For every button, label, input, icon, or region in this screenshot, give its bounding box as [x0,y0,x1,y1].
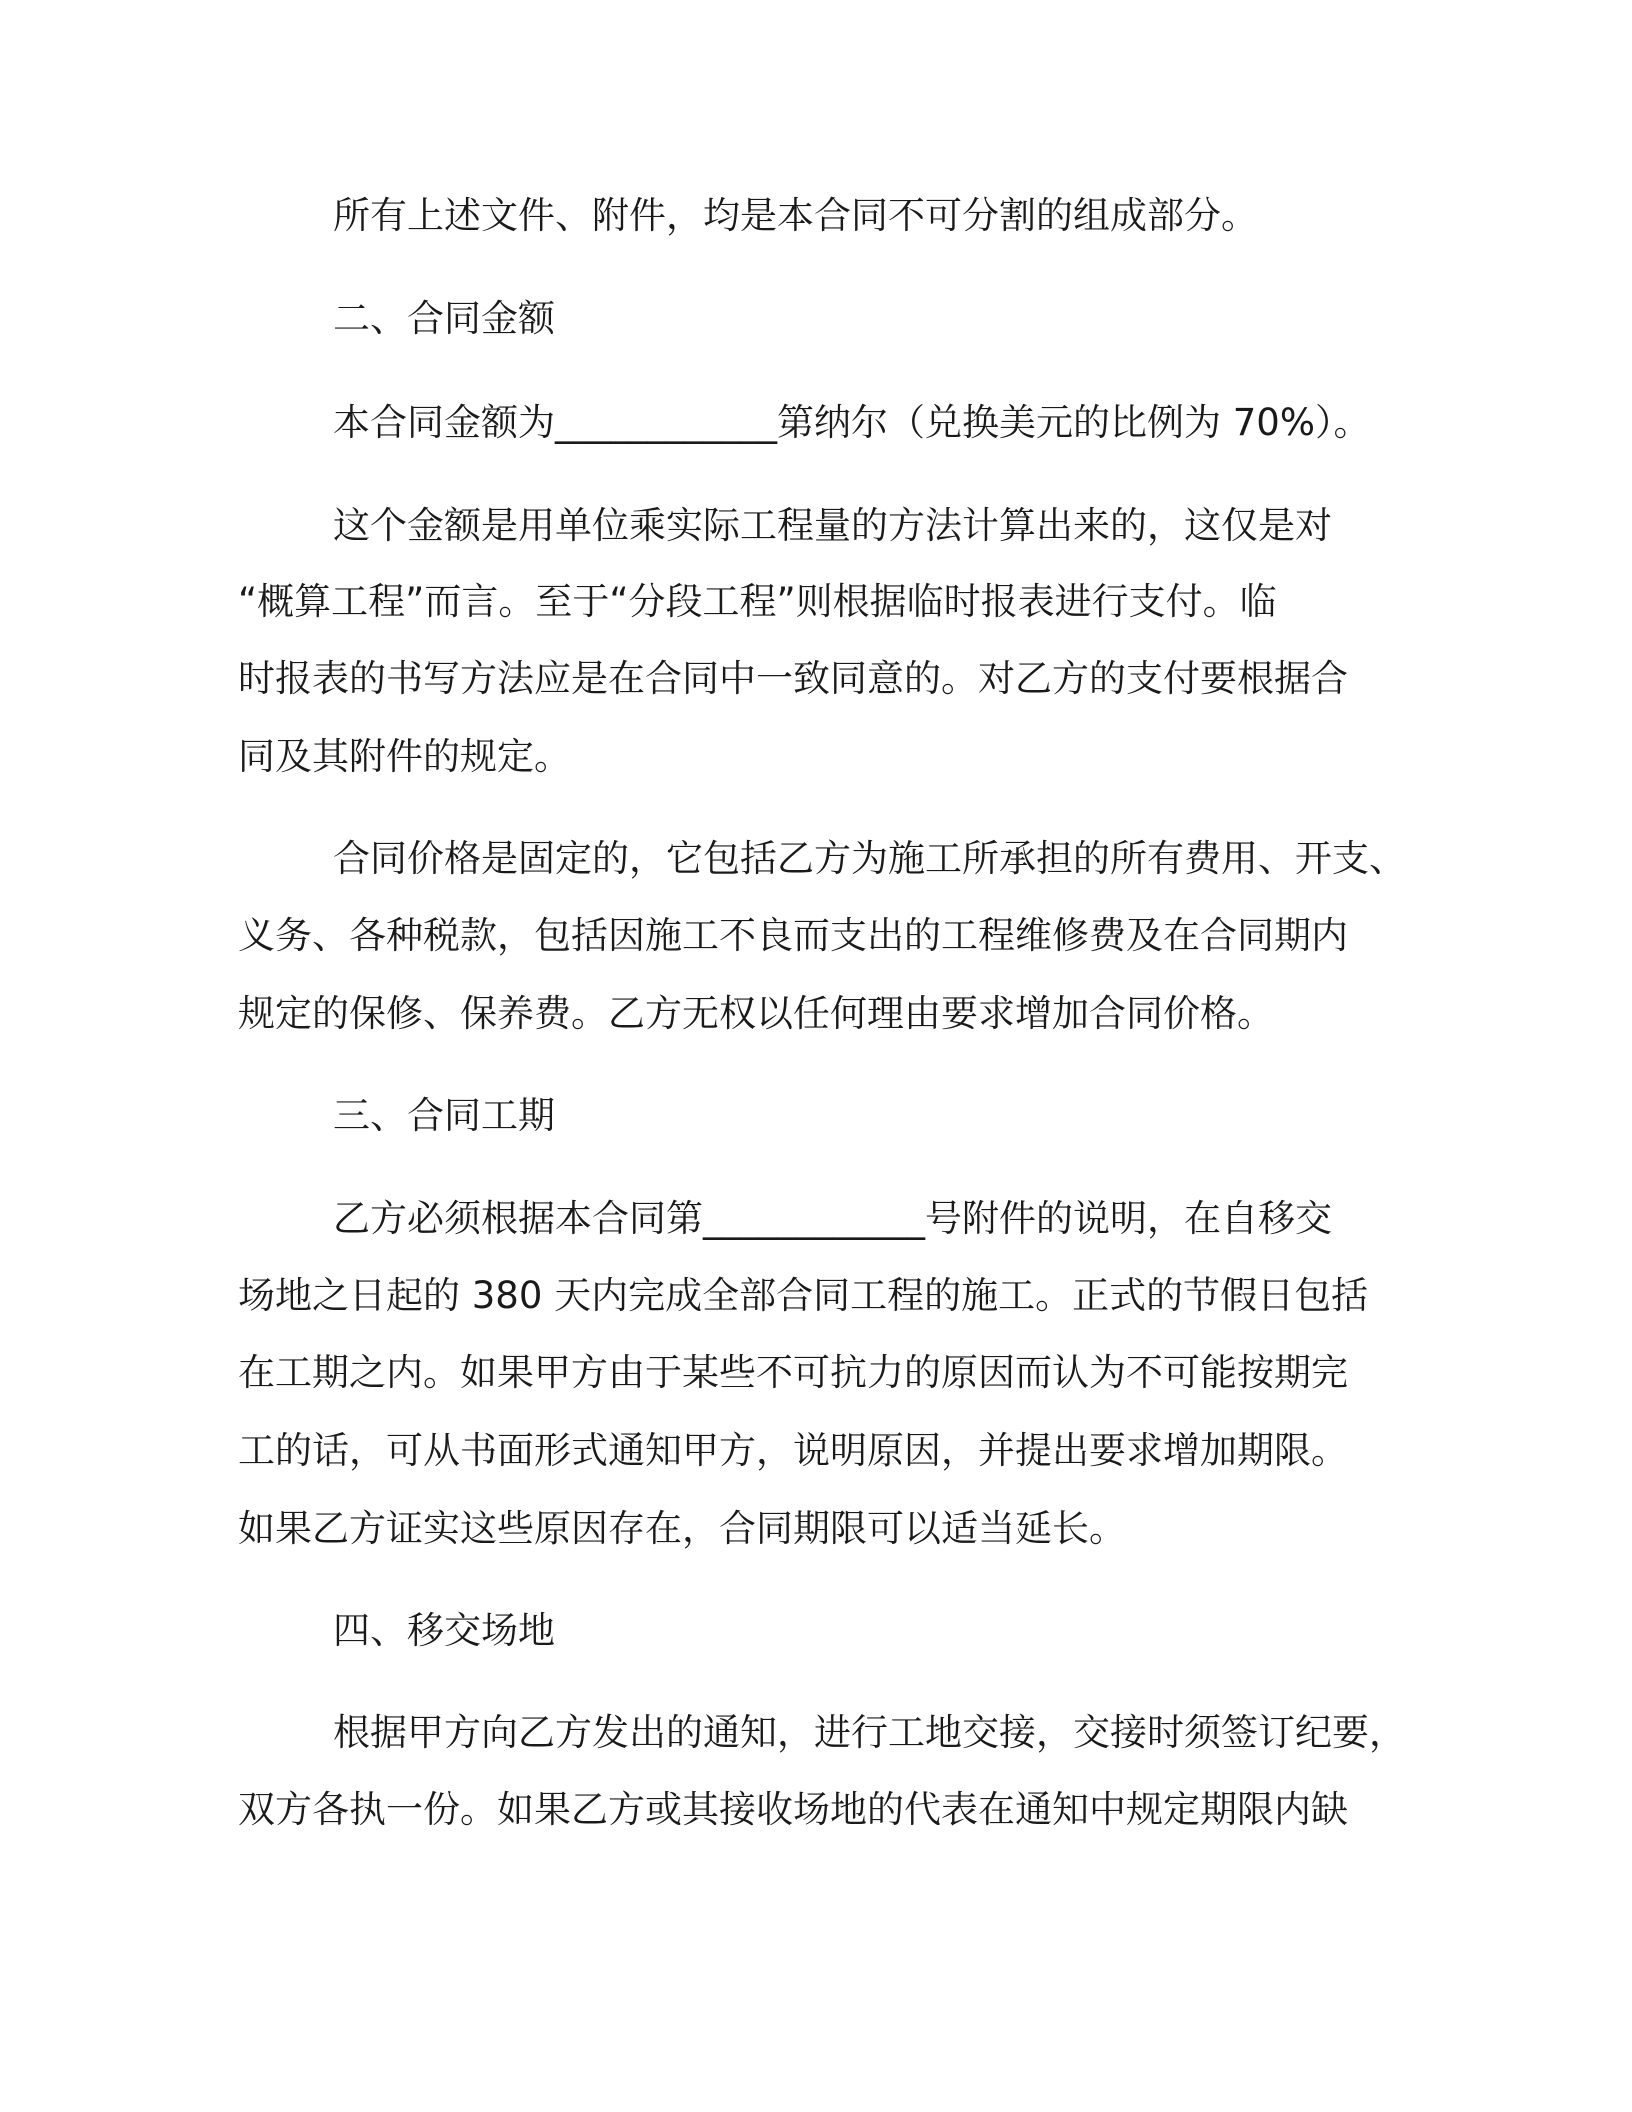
text-line: 在工期之内。如果甲方由于某些不可抗力的原因而认为不可能按期完 [238,1351,1348,1394]
text-line: 义务、各种税款，包括因施工不良而支出的工程维修费及在合同期内 [238,914,1348,957]
text-line: “概算工程”而言。至于“分段工程”则根据临时报表进行支付。临 [238,580,1277,623]
text-line: 如果乙方证实这些原因存在，合同期限可以适当延长。 [238,1507,1126,1550]
text-line: 乙方必须根据本合同第____________号附件的说明，在自移交 [333,1197,1332,1240]
text-line: 工的话，可从书面形式通知甲方，说明原因，并提出要求增加期限。 [238,1429,1348,1472]
text-line: 双方各执一份。如果乙方或其接收场地的代表在通知中规定期限内缺 [238,1788,1348,1831]
text-line: 合同价格是固定的，它包括乙方为施工所承担的所有费用、开支、 [333,837,1406,880]
text-line: 所有上述文件、附件，均是本合同不可分割的组成部分。 [333,194,1258,237]
text-line: 时报表的书写方法应是在合同中一致同意的。对乙方的支付要根据合 [238,657,1348,700]
text-line: 同及其附件的规定。 [238,735,571,778]
text-line: 根据甲方向乙方发出的通知，进行工地交接，交接时须签订纪要， [333,1711,1406,1754]
text-line: 这个金额是用单位乘实际工程量的方法计算出来的，这仅是对 [333,504,1332,547]
text-line: 场地之日起的 380 天内完成全部合同工程的施工。正式的节假日包括 [238,1274,1369,1317]
section-heading: 四、移交场地 [333,1609,555,1652]
text-line: 规定的保修、保养费。乙方无权以任何理由要求增加合同价格。 [238,992,1274,1035]
text-line: 本合同金额为____________第纳尔（兑换美元的比例为 70%）。 [333,401,1371,444]
section-heading: 三、合同工期 [333,1094,555,1137]
section-heading: 二、合同金额 [333,297,555,340]
